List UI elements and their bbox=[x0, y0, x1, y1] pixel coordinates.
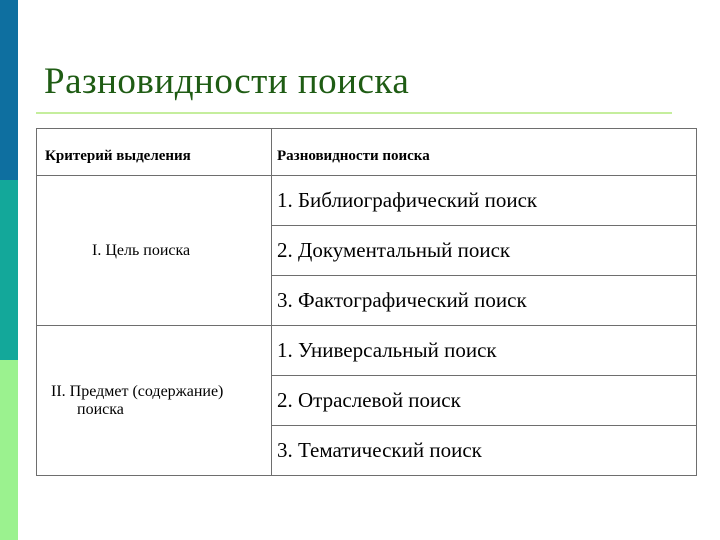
table-row bbox=[37, 176, 697, 226]
header-cell-types bbox=[272, 129, 697, 176]
header-criterion: Критерий выделения bbox=[45, 147, 191, 164]
search-type-item: 2. Документальный поиск bbox=[272, 226, 697, 276]
title-underline bbox=[36, 112, 672, 114]
criterion-cell-purpose: I. Цель поиска bbox=[37, 176, 272, 326]
criterion-subject-line2: поиска bbox=[77, 400, 124, 418]
search-types-table bbox=[36, 128, 697, 476]
table-row bbox=[37, 326, 697, 376]
header-types: Разновидности поиска bbox=[277, 147, 430, 164]
sidebar-decoration bbox=[0, 0, 18, 540]
criterion-subject-line1: II. Предмет (содержание) bbox=[51, 382, 224, 400]
table-header-row bbox=[37, 129, 697, 176]
search-type-item: 2. Отраслевой поиск bbox=[272, 376, 697, 426]
slide-title: Разновидности поиска bbox=[44, 61, 410, 102]
criterion-cell-subject bbox=[37, 326, 272, 476]
sidebar-segment-middle bbox=[0, 180, 18, 360]
search-type-item: 1. Библиографический поиск bbox=[272, 176, 697, 226]
sidebar-segment-bottom bbox=[0, 360, 18, 540]
sidebar-segment-top bbox=[0, 0, 18, 180]
search-type-item: 3. Фактографический поиск bbox=[272, 276, 697, 326]
search-type-item: 3. Тематический поиск bbox=[272, 426, 697, 476]
search-type-item: 1. Универсальный поиск bbox=[272, 326, 697, 376]
header-cell-criterion bbox=[37, 129, 272, 176]
